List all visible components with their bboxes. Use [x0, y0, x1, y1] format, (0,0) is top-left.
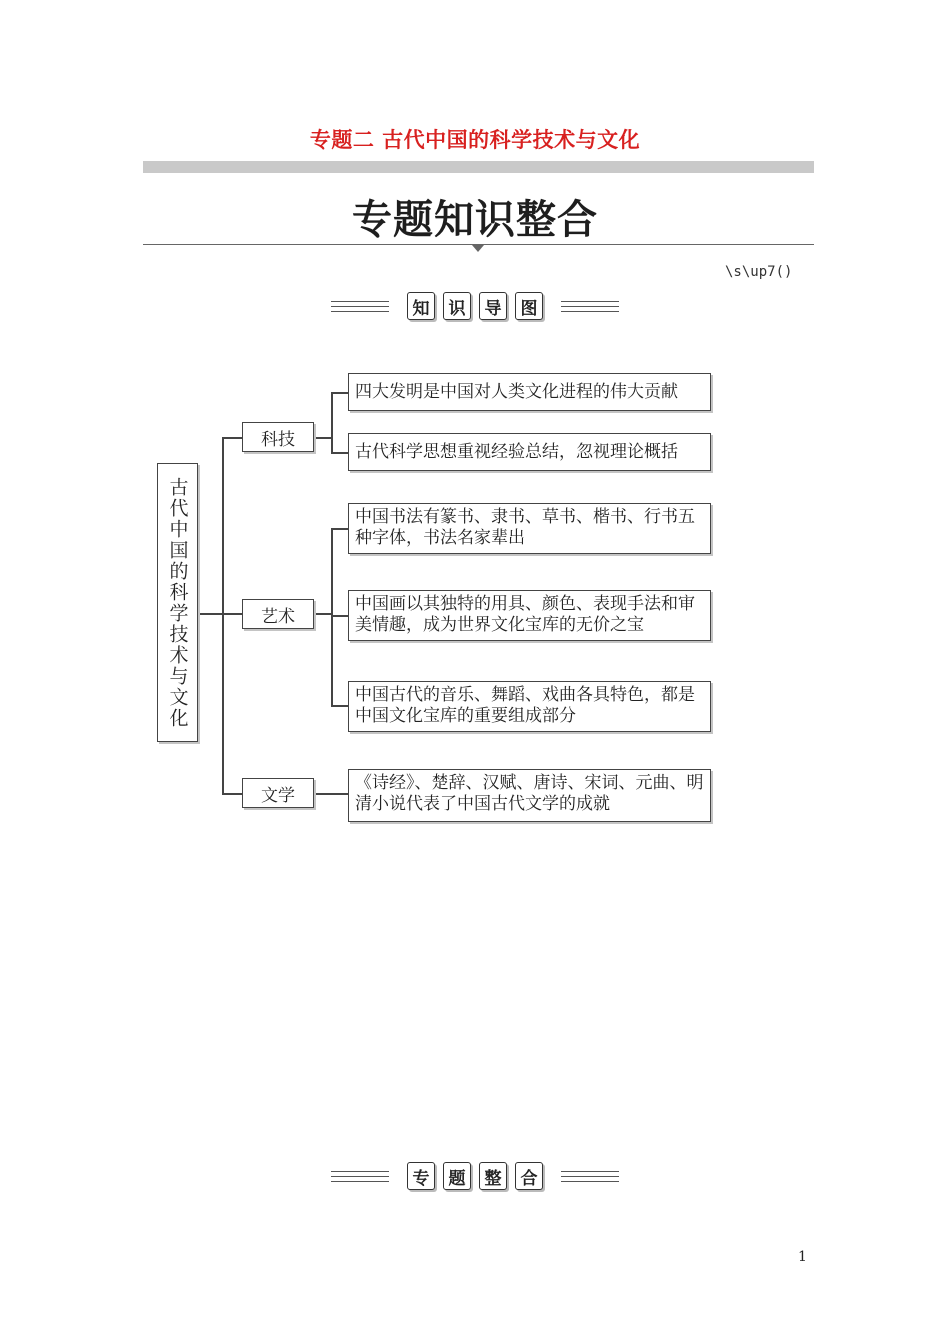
section-char: 题 — [443, 1162, 471, 1190]
connector — [222, 437, 242, 439]
category-keji — [242, 422, 314, 452]
section-char: 导 — [479, 292, 507, 320]
decorative-lines-right — [561, 1171, 619, 1182]
connector — [314, 793, 348, 795]
connector — [222, 793, 242, 795]
connector — [331, 528, 333, 706]
section-label-knowledge-map — [0, 289, 950, 323]
connector — [222, 437, 224, 794]
leaf-text: 古代科学思想重视经验总结，忽视理论概括 — [355, 441, 678, 462]
section-char: 合 — [515, 1162, 543, 1190]
connector — [331, 392, 348, 394]
leaf-text: 中国画以其独特的用具、颜色、表现手法和审美情趣，成为世界文化宝库的无价之宝 — [355, 594, 695, 635]
leaf-text: 四大发明是中国对人类文化进程的伟大贡献 — [355, 381, 678, 402]
section-char: 识 — [443, 292, 471, 320]
heading-notch — [472, 245, 484, 252]
section-char: 知 — [407, 292, 435, 320]
leaf-yishu-2 — [348, 590, 711, 641]
mind-map-root-label: 古代中国的科学技术与文化 — [166, 476, 189, 729]
decorative-lines-right — [561, 301, 619, 312]
leaf-text: 中国书法有篆书、隶书、草书、楷书、行书五种字体，书法名家辈出 — [355, 507, 695, 548]
decorative-lines-left — [331, 301, 389, 312]
page-number: 1 — [798, 1249, 807, 1265]
header-bar — [143, 161, 814, 173]
category-label: 科技 — [261, 429, 295, 450]
connector — [331, 528, 348, 530]
main-heading: 专题知识整合 — [352, 197, 598, 243]
leaf-keji-2 — [348, 433, 711, 471]
connector — [314, 437, 331, 439]
chapter-title: 专题二 古代中国的科学技术与文化 — [309, 128, 641, 152]
connector — [331, 392, 333, 453]
connector — [331, 452, 348, 454]
section-char: 专 — [407, 1162, 435, 1190]
leaf-wenxue-1 — [348, 769, 711, 822]
connector — [331, 615, 348, 617]
connector — [314, 613, 331, 615]
category-label: 文学 — [261, 785, 295, 806]
leaf-yishu-1 — [348, 503, 711, 554]
category-wenxue — [242, 778, 314, 808]
leaf-text: 《诗经》、楚辞、汉赋、唐诗、宋词、元曲、明清小说代表了中国古代文学的成就 — [355, 773, 704, 814]
mind-map-root — [157, 463, 198, 742]
section-char: 整 — [479, 1162, 507, 1190]
connector — [331, 705, 348, 707]
leaf-text: 中国古代的音乐、舞蹈、戏曲各具特色，都是中国文化宝库的重要组成部分 — [355, 685, 695, 726]
field-code: \s\up7() — [725, 264, 793, 280]
connector — [198, 613, 222, 615]
section-label-integration — [0, 1159, 950, 1193]
category-label: 艺术 — [261, 606, 295, 627]
leaf-keji-1 — [348, 373, 711, 411]
decorative-lines-left — [331, 1171, 389, 1182]
category-yishu — [242, 599, 314, 629]
connector — [222, 613, 242, 615]
leaf-yishu-3 — [348, 681, 711, 732]
section-char: 图 — [515, 292, 543, 320]
